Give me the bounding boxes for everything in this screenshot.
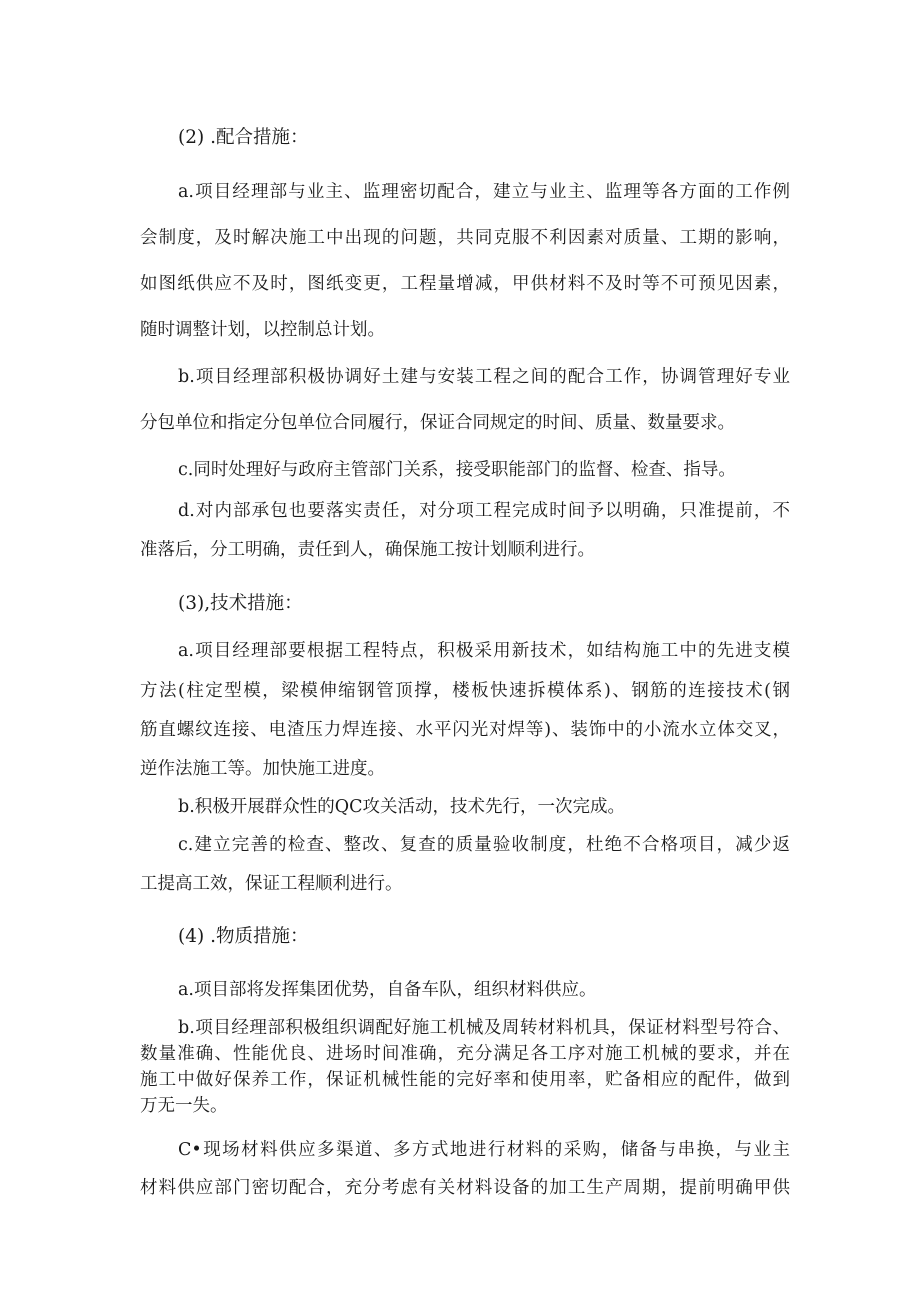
text-line: 准落后，分工明确，责任到人，确保施工按计划顺利进行。 [140, 540, 595, 560]
text-line: 逆作法施工等。加快施工进度。 [140, 759, 385, 779]
text-line: b.项目经理部积极协调好土建与安装工程之间的配合工作，协调管理好专业 [178, 367, 790, 387]
section-heading-coordination: (2) .配合措施： [178, 127, 309, 148]
text-line: 会制度，及时解决施工中出现的问题，共同克服不利因素对质量、工期的影响， [140, 228, 790, 248]
text-line: 分包单位和指定分包单位合同履行，保证合同规定的时间、质量、数量要求。 [140, 413, 735, 433]
text-line: b.积极开展群众性的QC攻关活动，技术先行，一次完成。 [178, 797, 626, 817]
text-line: 工提高工效，保证工程顺利进行。 [140, 874, 403, 894]
text-line: 万无一失。 [140, 1096, 228, 1116]
section-heading-material: (4) .物质措施： [178, 926, 309, 947]
text-line: 筋直螺纹连接、电渣压力焊连接、水平闪光对焊等)、装饰中的小流水立体交叉， [140, 720, 790, 740]
text-line: 施工中做好保养工作，保证机械性能的完好率和使用率，贮备相应的配件，做到 [140, 1070, 790, 1090]
text-line: 材料供应部门密切配合，充分考虑有关材料设备的加工生产周期，提前明确甲供 [140, 1178, 790, 1198]
text-line: 如图纸供应不及时，图纸变更，工程量增减，甲供材料不及时等不可预见因素， [140, 274, 790, 294]
text-line: c.建立完善的检查、整改、复查的质量验收制度，杜绝不合格项目，减少返 [178, 835, 790, 855]
text-line: 随时调整计划，以控制总计划。 [140, 320, 385, 340]
text-line: 数量准确、性能优良、进场时间准确，充分满足各工序对施工机械的要求，并在 [140, 1044, 790, 1064]
text-line: a.项目经理部与业主、监理密切配合，建立与业主、监理等各方面的工作例 [178, 182, 790, 202]
text-line: a.项目部将发挥集团优势，自备车队，组织材料供应。 [178, 980, 597, 1000]
text-line: C•现场材料供应多渠道、多方式地进行材料的采购，储备与串换，与业主 [178, 1140, 790, 1160]
section-heading-technical: (3),技术措施： [178, 593, 303, 614]
text-line: a.项目经理部要根据工程特点，积极采用新技术，如结构施工中的先进支模 [178, 641, 790, 661]
text-line: c.同时处理好与政府主管部门关系，接受职能部门的监督、检查、指导。 [178, 460, 736, 480]
text-line: d.对内部承包也要落实责任，对分项工程完成时间予以明确，只准提前，不 [178, 501, 790, 521]
text-line: 方法(柱定型模，梁模伸缩钢管顶撑，楼板快速拆模体系)、钢筋的连接技术(钢 [140, 681, 790, 701]
text-line: b.项目经理部积极组织调配好施工机械及周转材料机具，保证材料型号符合、 [178, 1018, 790, 1038]
